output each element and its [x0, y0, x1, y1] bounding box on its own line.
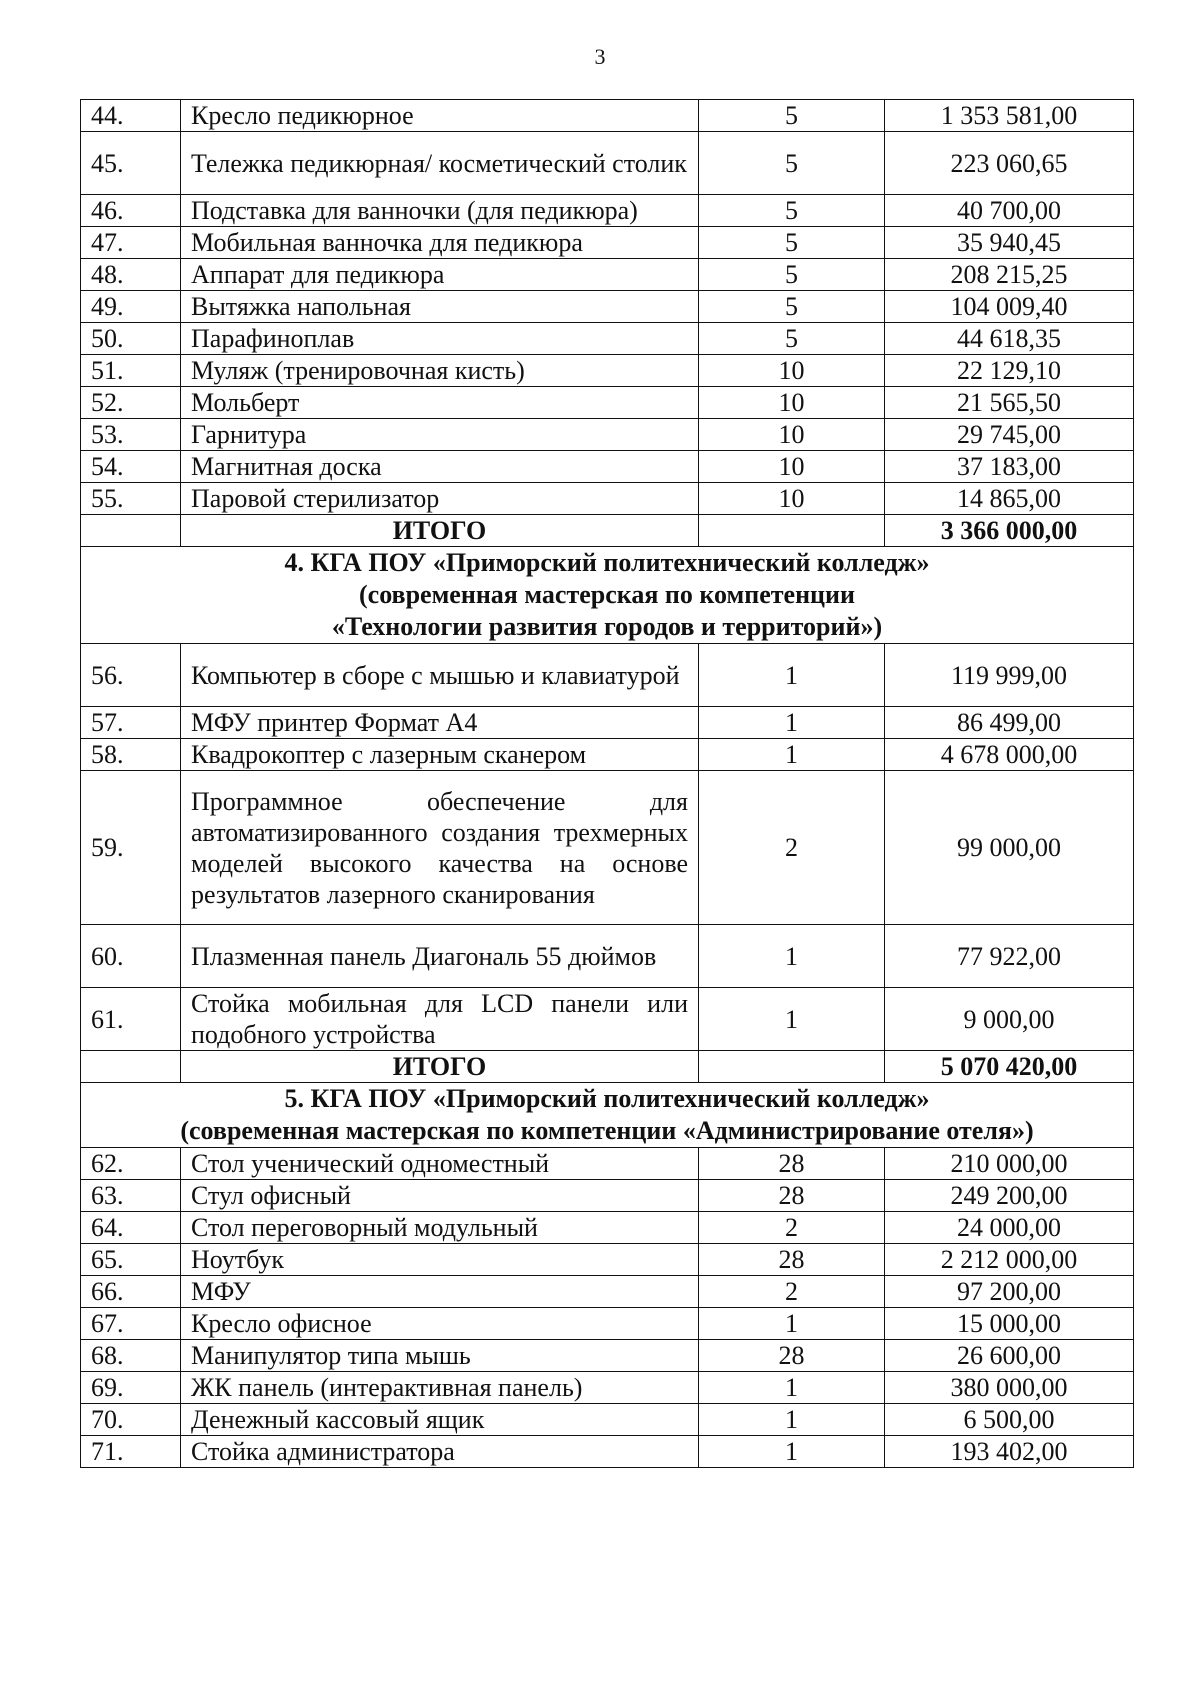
item-sum: 223 060,65	[885, 132, 1134, 195]
table-row	[81, 483, 1134, 515]
item-sum: 6 500,00	[885, 1404, 1134, 1436]
item-name: Подставка для ванночки (для педикюра)	[181, 195, 699, 227]
table-row	[81, 1308, 1134, 1340]
item-quantity: 5	[699, 132, 885, 195]
table-row	[81, 227, 1134, 259]
item-name: Стол ученический одноместный	[181, 1148, 699, 1180]
item-sum: 104 009,40	[885, 291, 1134, 323]
item-name: Ноутбук	[181, 1244, 699, 1276]
table-row	[81, 419, 1134, 451]
item-sum: 9 000,00	[885, 988, 1134, 1051]
row-number: 63.	[81, 1180, 181, 1212]
item-sum: 26 600,00	[885, 1340, 1134, 1372]
item-sum: 99 000,00	[885, 771, 1134, 925]
table-row	[81, 771, 1134, 925]
row-number: 58.	[81, 739, 181, 771]
table-row	[81, 1148, 1134, 1180]
item-name: Кресло офисное	[181, 1308, 699, 1340]
item-sum: 21 565,50	[885, 387, 1134, 419]
total-row	[81, 1051, 1134, 1083]
item-name: Стойка мобильная для LCD панели или подобного устройства	[181, 988, 699, 1051]
item-name: Муляж (тренировочная кисть)	[181, 355, 699, 387]
item-name: Мобильная ванночка для педикюра	[181, 227, 699, 259]
table-row	[81, 387, 1134, 419]
table-row	[81, 1404, 1134, 1436]
item-sum: 210 000,00	[885, 1148, 1134, 1180]
table-row	[81, 323, 1134, 355]
table-row	[81, 1180, 1134, 1212]
item-quantity: 1	[699, 1372, 885, 1404]
row-number: 51.	[81, 355, 181, 387]
section-title-line: «Технологии развития городов и территорий»)	[331, 612, 883, 641]
item-quantity: 1	[699, 707, 885, 739]
table-row	[81, 1340, 1134, 1372]
section-title-line: (современная мастерская по компетенции	[359, 580, 855, 609]
item-quantity: 1	[699, 988, 885, 1051]
item-sum: 37 183,00	[885, 451, 1134, 483]
item-sum: 35 940,45	[885, 227, 1134, 259]
total-empty-cell	[81, 1051, 181, 1083]
table-row	[81, 707, 1134, 739]
item-sum: 29 745,00	[885, 419, 1134, 451]
row-number: 57.	[81, 707, 181, 739]
item-quantity: 1	[699, 925, 885, 988]
item-name: Стойка администратора	[181, 1436, 699, 1468]
row-number: 45.	[81, 132, 181, 195]
equipment-table	[80, 99, 1134, 1468]
item-sum: 44 618,35	[885, 323, 1134, 355]
table-row	[81, 291, 1134, 323]
section-title-line: 5. КГА ПОУ «Приморский политехнический колледж»	[284, 1084, 930, 1113]
item-quantity: 10	[699, 419, 885, 451]
item-name: Программное обеспечение для автоматизированного создания трехмерных моделей высокого качества на основе результатов лазерного сканирования	[181, 771, 699, 925]
row-number: 60.	[81, 925, 181, 988]
row-number: 55.	[81, 483, 181, 515]
item-name: Гарнитура	[181, 419, 699, 451]
item-quantity: 28	[699, 1244, 885, 1276]
total-empty-cell	[81, 515, 181, 547]
row-number: 47.	[81, 227, 181, 259]
item-sum: 14 865,00	[885, 483, 1134, 515]
section-title	[81, 547, 1134, 644]
page-number: 3	[594, 44, 606, 69]
item-quantity: 1	[699, 644, 885, 707]
item-sum: 15 000,00	[885, 1308, 1134, 1340]
item-name: Плазменная панель Диагональ 55 дюймов	[181, 925, 699, 988]
table-row	[81, 1436, 1134, 1468]
item-name: Манипулятор типа мышь	[181, 1340, 699, 1372]
item-quantity: 28	[699, 1148, 885, 1180]
table-row	[81, 644, 1134, 707]
item-sum: 97 200,00	[885, 1276, 1134, 1308]
row-number: 64.	[81, 1212, 181, 1244]
row-number: 67.	[81, 1308, 181, 1340]
row-number: 48.	[81, 259, 181, 291]
item-quantity: 28	[699, 1340, 885, 1372]
item-quantity: 10	[699, 451, 885, 483]
equipment-table-body	[81, 100, 1134, 1468]
row-number: 52.	[81, 387, 181, 419]
row-number: 66.	[81, 1276, 181, 1308]
item-sum: 2 212 000,00	[885, 1244, 1134, 1276]
section-title-line: (современная мастерская по компетенции «Администрирование отеля»)	[180, 1116, 1034, 1145]
total-label: ИТОГО	[181, 515, 699, 547]
item-name: Аппарат для педикюра	[181, 259, 699, 291]
item-sum: 40 700,00	[885, 195, 1134, 227]
row-number: 65.	[81, 1244, 181, 1276]
table-row	[81, 1244, 1134, 1276]
table-row	[81, 739, 1134, 771]
item-name: Квадрокоптер с лазерным сканером	[181, 739, 699, 771]
item-name: ЖК панель (интерактивная панель)	[181, 1372, 699, 1404]
item-sum: 208 215,25	[885, 259, 1134, 291]
item-name: Парафиноплав	[181, 323, 699, 355]
row-number: 46.	[81, 195, 181, 227]
item-sum: 24 000,00	[885, 1212, 1134, 1244]
item-quantity: 2	[699, 1212, 885, 1244]
row-number: 59.	[81, 771, 181, 925]
item-sum: 22 129,10	[885, 355, 1134, 387]
section-header	[81, 547, 1134, 644]
section-title	[81, 1083, 1134, 1148]
item-name: Магнитная доска	[181, 451, 699, 483]
row-number: 71.	[81, 1436, 181, 1468]
row-number: 70.	[81, 1404, 181, 1436]
table-row	[81, 259, 1134, 291]
item-quantity: 5	[699, 227, 885, 259]
section-header	[81, 1083, 1134, 1148]
table-row	[81, 1372, 1134, 1404]
item-quantity: 1	[699, 1436, 885, 1468]
item-quantity: 10	[699, 387, 885, 419]
item-sum: 4 678 000,00	[885, 739, 1134, 771]
row-number: 53.	[81, 419, 181, 451]
row-number: 56.	[81, 644, 181, 707]
item-quantity: 10	[699, 483, 885, 515]
table-row	[81, 132, 1134, 195]
table-row	[81, 100, 1134, 132]
item-sum: 380 000,00	[885, 1372, 1134, 1404]
item-name: Денежный кассовый ящик	[181, 1404, 699, 1436]
item-name: Паровой стерилизатор	[181, 483, 699, 515]
item-sum: 193 402,00	[885, 1436, 1134, 1468]
table-row	[81, 988, 1134, 1051]
item-sum: 77 922,00	[885, 925, 1134, 988]
item-quantity: 5	[699, 195, 885, 227]
row-number: 61.	[81, 988, 181, 1051]
item-name: Мольберт	[181, 387, 699, 419]
item-name: Тележка педикюрная/ косметический столик	[181, 132, 699, 195]
total-sum: 5 070 420,00	[885, 1051, 1134, 1083]
total-qty-cell	[699, 515, 885, 547]
item-name: Стул офисный	[181, 1180, 699, 1212]
total-row	[81, 515, 1134, 547]
item-quantity: 5	[699, 100, 885, 132]
item-quantity: 10	[699, 355, 885, 387]
item-quantity: 1	[699, 739, 885, 771]
item-name: Компьютер в сборе с мышью и клавиатурой	[181, 644, 699, 707]
row-number: 50.	[81, 323, 181, 355]
item-quantity: 5	[699, 323, 885, 355]
table-row	[81, 1212, 1134, 1244]
row-number: 49.	[81, 291, 181, 323]
table-row	[81, 925, 1134, 988]
item-quantity: 1	[699, 1308, 885, 1340]
item-sum: 249 200,00	[885, 1180, 1134, 1212]
total-label: ИТОГО	[181, 1051, 699, 1083]
item-name: Стол переговорный модульный	[181, 1212, 699, 1244]
row-number: 44.	[81, 100, 181, 132]
section-title-line: 4. КГА ПОУ «Приморский политехнический колледж»	[284, 548, 930, 577]
item-quantity: 2	[699, 1276, 885, 1308]
row-number: 62.	[81, 1148, 181, 1180]
row-number: 54.	[81, 451, 181, 483]
item-sum: 1 353 581,00	[885, 100, 1134, 132]
item-quantity: 1	[699, 1404, 885, 1436]
table-row	[81, 1276, 1134, 1308]
item-name: Вытяжка напольная	[181, 291, 699, 323]
item-quantity: 28	[699, 1180, 885, 1212]
item-quantity: 5	[699, 259, 885, 291]
total-sum: 3 366 000,00	[885, 515, 1134, 547]
table-row	[81, 355, 1134, 387]
row-number: 69.	[81, 1372, 181, 1404]
total-qty-cell	[699, 1051, 885, 1083]
row-number: 68.	[81, 1340, 181, 1372]
item-name: Кресло педикюрное	[181, 100, 699, 132]
item-sum: 86 499,00	[885, 707, 1134, 739]
table-row	[81, 195, 1134, 227]
item-name: МФУ принтер Формат А4	[181, 707, 699, 739]
item-quantity: 5	[699, 291, 885, 323]
item-quantity: 2	[699, 771, 885, 925]
item-sum: 119 999,00	[885, 644, 1134, 707]
table-row	[81, 451, 1134, 483]
item-name: МФУ	[181, 1276, 699, 1308]
